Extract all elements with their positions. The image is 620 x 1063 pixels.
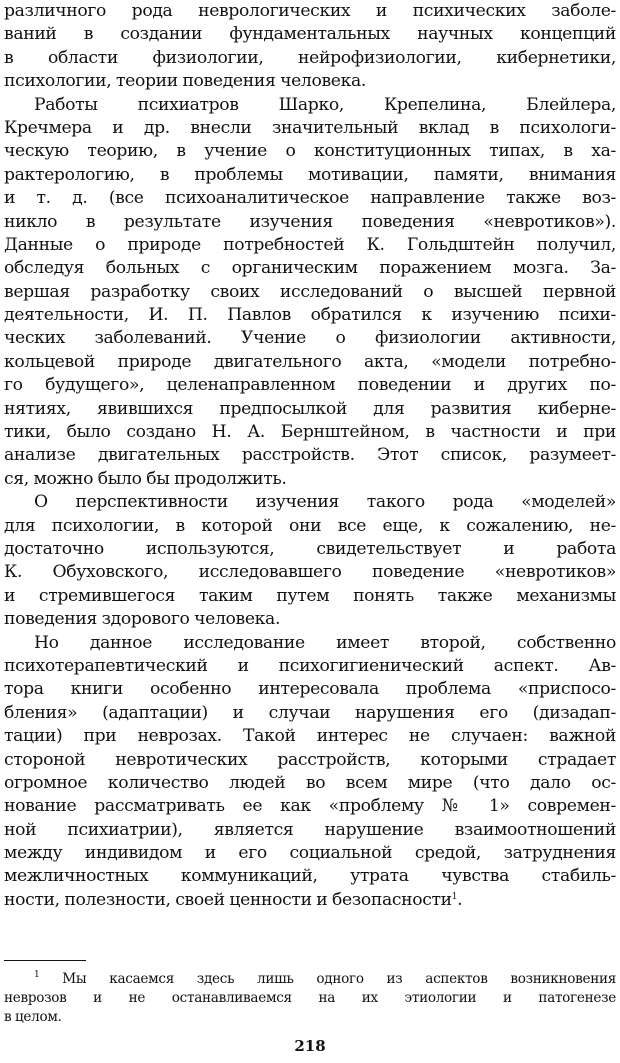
text-line: и стремившегося таким путем понять также механизмы	[4, 585, 616, 606]
text-line: кольцевой природе двигательного акта, «модели потребно-	[4, 351, 616, 372]
text-line: обследуя больных с органическим поражением мозга. За-	[4, 258, 616, 279]
text-line: бления» (адаптации) и случаи нарушения его (дизадап-	[4, 702, 616, 723]
text-line: психологии, теории поведения человека.	[4, 71, 367, 92]
text-line: ности, полезности, своей ценности и безопасности	[4, 889, 452, 910]
text-line: нятиях, явившихся предпосылкой для развития киберне-	[4, 398, 616, 419]
text-line: тики, было создано Н. А. Бернштейном, в частности и при	[4, 422, 616, 443]
text-line: достаточно используются, свидетельствует и работа	[4, 538, 616, 559]
footnote-text: Мы касаемся здесь лишь одного из аспектов возникновения	[62, 971, 616, 987]
text-line: ваний в создании фундаментальных научных концепций	[4, 24, 616, 45]
text-line: психотерапевтический и психогигиенический аспект. Ав-	[4, 655, 616, 676]
footnote-line	[4, 970, 616, 989]
text-line: Кречмера и др. внесли значительный вклад в психологи-	[4, 117, 616, 138]
main-text	[4, 0, 616, 912]
text-line: никло в результате изучения поведения «невротиков»).	[4, 211, 616, 232]
text-line: поведения здорового человека.	[4, 609, 281, 630]
text-line: для психологии, в которой они все еще, к сожалению, не-	[4, 515, 616, 536]
text-line: ной психиатрии), является нарушение взаимоотношений	[4, 819, 616, 840]
text-line: между индивидом и его социальной средой, затруднения	[4, 843, 616, 864]
text-line: анализе двигательных расстройств. Этот список, разумеет-	[4, 445, 616, 466]
footnote	[4, 970, 616, 1027]
text-line: различного рода неврологических и психических заболе-	[4, 1, 616, 21]
text-line: рактерологию, в проблемы мотивации, памяти, внимания	[4, 164, 616, 185]
text-line: в области физиологии, нейрофизиологии, кибернетики,	[4, 47, 616, 68]
text-line: межличностных коммуникаций, утрата чувства стабиль-	[4, 866, 616, 887]
text-line-with-footnote-ref: ности, полезности, своей ценности и безопасности$^1$.	[4, 889, 463, 910]
text-line: Но данное исследование имеет второй, собственно	[34, 632, 616, 653]
text-line: тации) при неврозах. Такой интерес не случаен: важной	[4, 726, 616, 747]
page-number: 218	[294, 1037, 326, 1055]
text-line: ческих заболеваний. Учение о физиологии активности,	[4, 328, 616, 349]
text-line: ческую теорию, в учение о конституционных типах, в ха-	[4, 141, 616, 162]
footnote-marker: 1	[34, 970, 40, 980]
footnote-reference: 1	[451, 891, 458, 902]
text-line: деятельности, И. П. Павлов обратился к изучению психи-	[4, 305, 616, 326]
text-line: го будущего», целенаправленном поведении и других по-	[4, 375, 616, 396]
text-line: Работы психиатров Шарко, Крепелина, Блейлера,	[34, 94, 616, 115]
text-line: О перспективности изучения такого рода «моделей»	[34, 492, 616, 513]
text-line: К. Обуховского, исследовавшего поведение «невротиков»	[4, 562, 616, 583]
text-line: ся, можно было бы продолжить.	[4, 468, 287, 489]
text-line: тора книги особенно интересовала проблема «приспосо-	[4, 679, 616, 700]
text-line: огромное количество людей во всем мире (что дало ос-	[4, 772, 616, 793]
text-line: стороной невротических расстройств, которыми страдает	[4, 749, 616, 770]
footnote-divider	[4, 960, 86, 961]
text-line: нование рассматривать ее как «проблему № 1» современ-	[4, 796, 616, 817]
text-line: Данные о природе потребностей К. Гольдштейн получил,	[4, 234, 616, 255]
footnote-line: в целом.	[4, 1009, 62, 1025]
text-line: вершая разработку своих исследований о высшей первной	[4, 281, 616, 302]
footnote-line: неврозов и не останавливаемся на их этиологии и патогенезе	[4, 990, 616, 1006]
text-line: и т. д. (все психоаналитическое направление также воз-	[4, 188, 616, 209]
